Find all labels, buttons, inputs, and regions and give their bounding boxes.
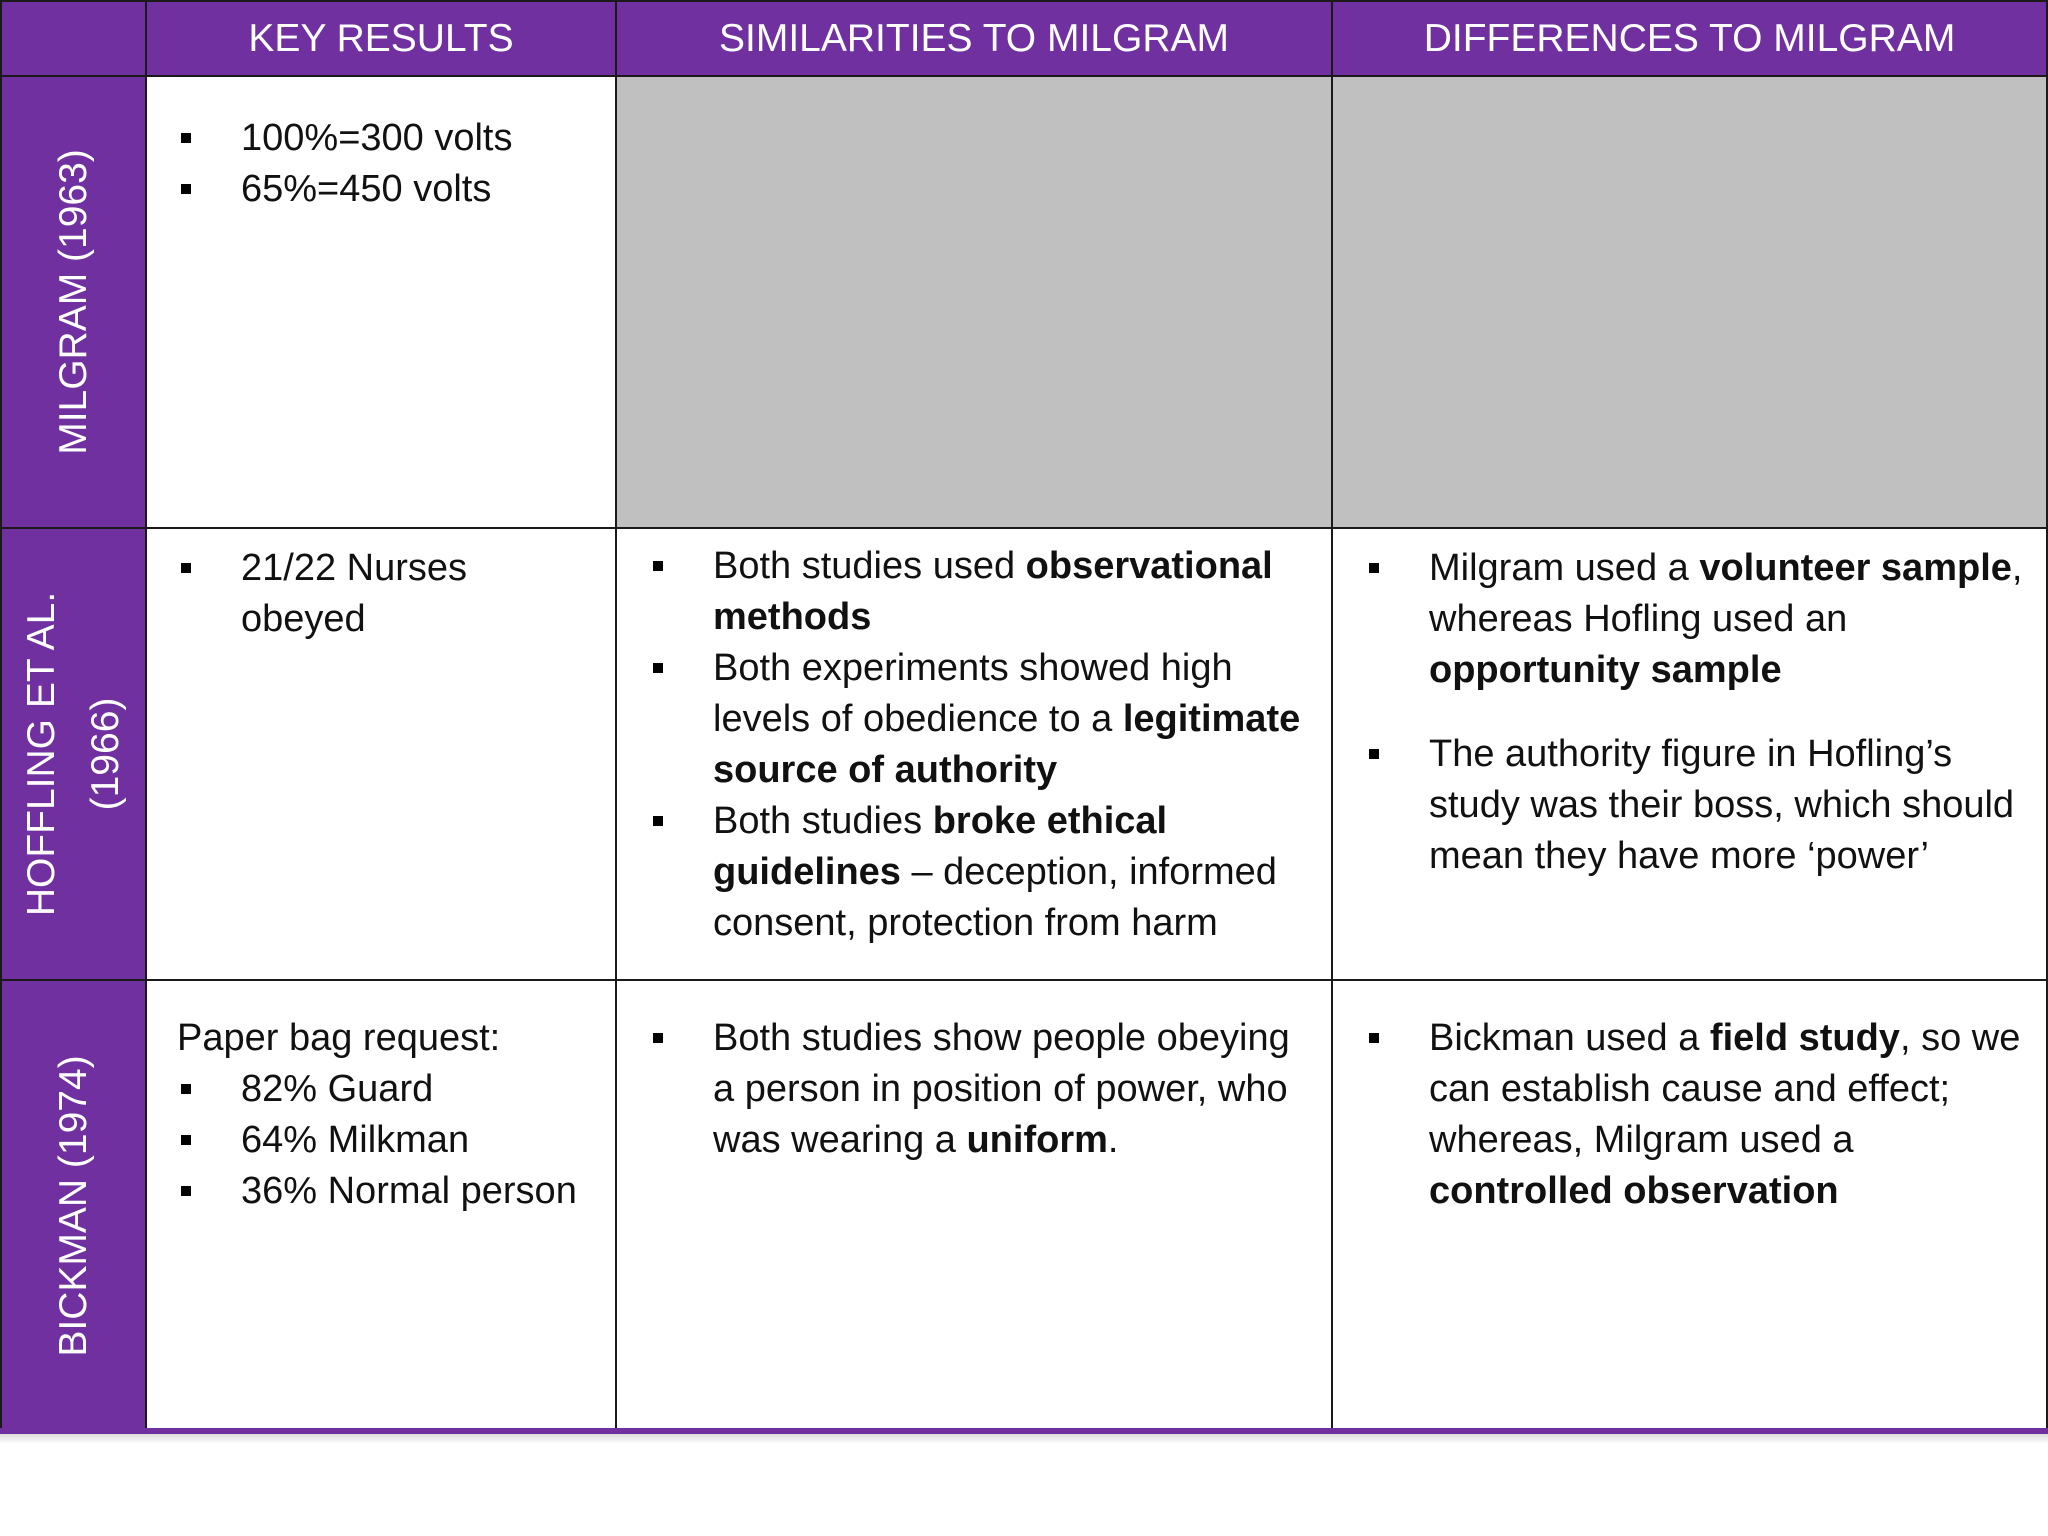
row-bickman [1, 980, 2047, 1432]
list-item: Milgram used a volunteer sample, whereas Hofling used an opportunity sample [1365, 543, 2026, 696]
row-label-line2: (1966) [83, 697, 127, 811]
milgram-similarities-empty [616, 76, 1332, 528]
hoffling-differences [1332, 528, 2047, 980]
list-item: Both studies broke ethical guidelines – deception, informed consent, protection from harm [649, 796, 1311, 949]
header-differences: DIFFERENCES TO MILGRAM [1332, 1, 2047, 76]
list-item: Both experiments showed high levels of obedience to a legitimate source of authority [649, 643, 1311, 796]
list-item: Bickman used a field study, so we can establish cause and effect; whereas, Milgram used a controlled observation [1365, 1013, 2026, 1217]
results-intro: Paper bag request: [177, 1017, 501, 1059]
row-label-line1: HOFFLING ET AL. [19, 591, 63, 917]
list-item: 65%=450 volts [177, 164, 591, 215]
row-hoffling [1, 528, 2047, 980]
header-key-results: KEY RESULTS [146, 1, 616, 76]
row-label-text [10, 592, 138, 916]
header-similarities: SIMILARITIES TO MILGRAM [616, 1, 1332, 76]
header-row [1, 1, 2047, 76]
header-corner [1, 1, 146, 76]
list-item: Both studies used observational methods [649, 541, 1311, 643]
hoffling-key-results [146, 528, 616, 980]
list-item: 21/22 Nurses obeyed [177, 543, 591, 645]
milgram-differences-empty [1332, 76, 2047, 528]
bickman-key-results [146, 980, 616, 1432]
bickman-differences [1332, 980, 2047, 1432]
row-label-text: BICKMAN (1974) [51, 1055, 95, 1357]
row-label-hoffling [1, 528, 146, 980]
row-milgram [1, 76, 2047, 528]
list-item: 36% Normal person [177, 1166, 591, 1217]
row-label-bickman [1, 980, 146, 1432]
milgram-key-results [146, 76, 616, 528]
row-label-milgram [1, 76, 146, 528]
hoffling-similarities [616, 528, 1332, 980]
list-item: 64% Milkman [177, 1115, 591, 1166]
list-item: The authority figure in Hofling’s study was their boss, which should mean they have more ‘power’ [1365, 729, 2026, 882]
list-item: 100%=300 volts [177, 113, 591, 164]
row-label-text: MILGRAM (1963) [51, 149, 95, 455]
bottom-shadow [0, 1434, 2048, 1444]
list-item: 82% Guard [177, 1064, 591, 1115]
bickman-similarities [616, 980, 1332, 1432]
list-item: Both studies show people obeying a person in position of power, who was wearing a uniform. [649, 1013, 1311, 1166]
